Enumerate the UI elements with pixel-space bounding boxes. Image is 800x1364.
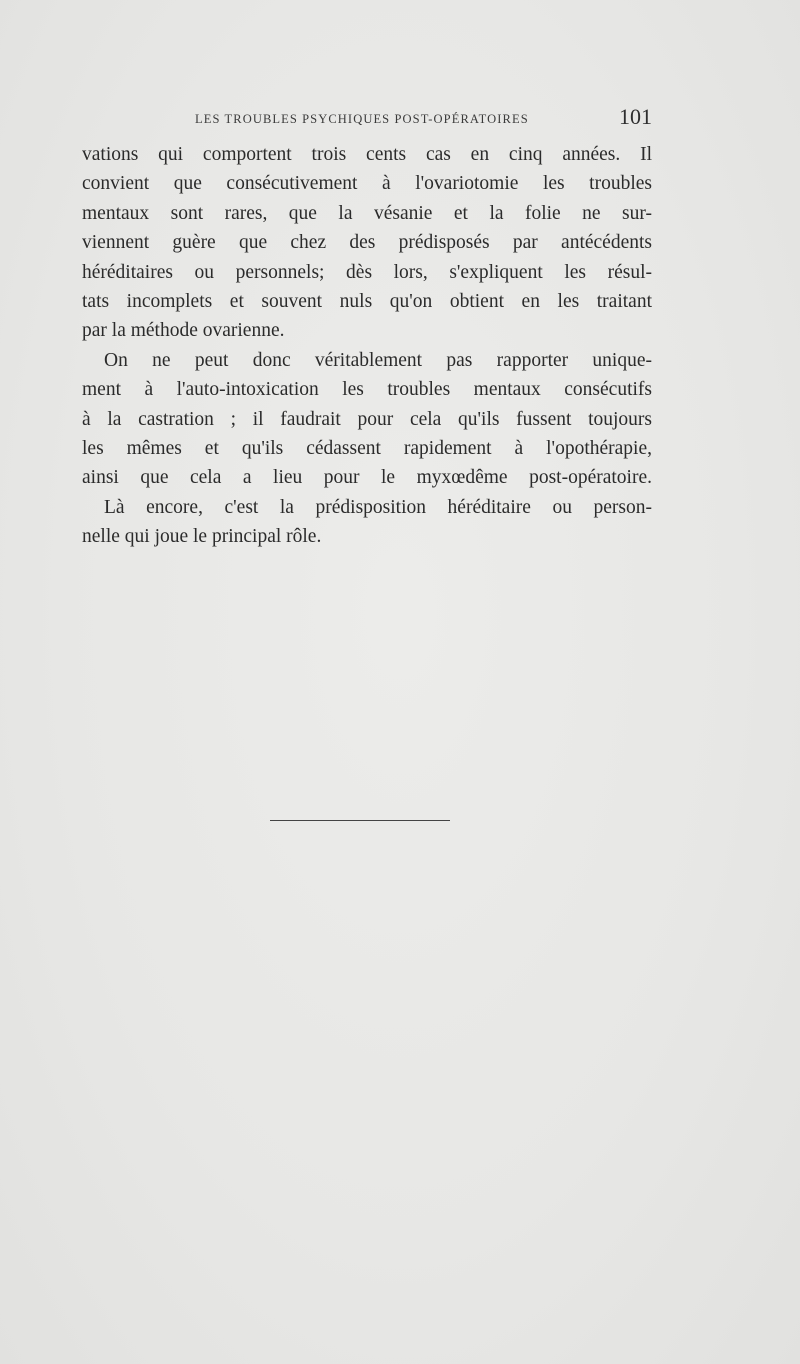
- text-line: les mêmes et qu'ils cédassent rapidement à l'opothérapie,: [82, 437, 652, 459]
- running-head: [82, 104, 652, 130]
- body-text: [82, 140, 652, 551]
- text-line: par la méthode ovarienne.: [82, 320, 285, 342]
- text-line: Là encore, c'est la prédisposition héréditaire ou person-: [104, 496, 652, 518]
- text-line: ment à l'auto-intoxication les troubles mentaux consécutifs: [82, 379, 652, 401]
- text-line: On ne peut donc véritablement pas rapporter unique-: [104, 349, 652, 371]
- text-line: tats incomplets et souvent nuls qu'on obtient en les traitant: [82, 290, 652, 312]
- text-line: viennent guère que chez des prédisposés par antécédents: [82, 232, 652, 254]
- page-number: 101: [619, 104, 652, 129]
- text-line: à la castration ; il faudrait pour cela qu'ils fussent toujours: [82, 408, 652, 430]
- text-line: vations qui comportent trois cents cas en cinq années. Il: [82, 144, 652, 165]
- text-line: nelle qui joue le principal rôle.: [82, 526, 322, 548]
- text-line: convient que consécutivement à l'ovariotomie les troubles: [82, 173, 652, 195]
- text-line: ainsi que cela a lieu pour le myxœdême post-opératoire.: [82, 467, 652, 489]
- section-end-rule: [270, 820, 450, 821]
- text-line: héréditaires ou personnels; dès lors, s'expliquent les résul-: [82, 261, 652, 283]
- running-title: LES TROUBLES PSYCHIQUES POST-OPÉRATOIRES: [195, 112, 529, 126]
- text-line: mentaux sont rares, que la vésanie et la folie ne sur-: [82, 202, 652, 224]
